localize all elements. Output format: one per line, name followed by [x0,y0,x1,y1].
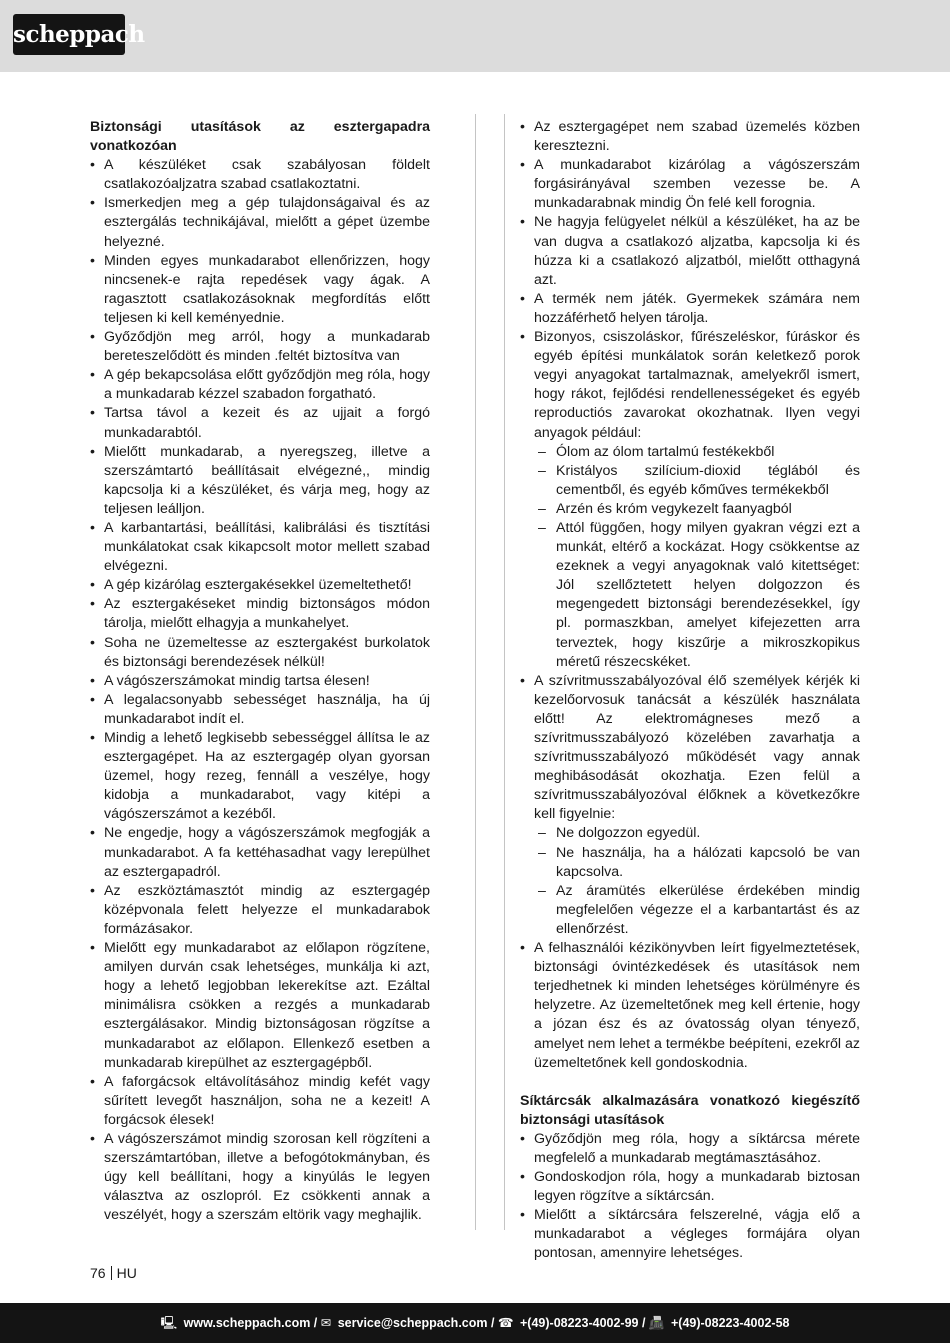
list-item: – Attól függően, hogy milyen gyakran végzi ezt a munkát, eltérő a kockázat. Hogy csökkentse az ezeknek a vegyi anyagoknak való kitettséget: Jól szellőztetett helyen dolgozzon és megengedett biztonsági berendezésekkel, így pl. pormaszkban, amelyet kifejezetten arra terveztek, hogy kiszűrje a mikroszkopikus méretű részecskéket. [538,519,860,670]
footer-email[interactable]: service@scheppach.com / [337,1316,495,1330]
list-item: • Ne hagyja felügyelet nélkül a készüléket, ha az be van dugva a csatlakozó aljzatba, kapcsolja ki és húzza ki a csatlakozó aljzatból, mielőtt otthagyná azt. [520,214,860,288]
footer-website[interactable]: www.scheppach.com / [183,1316,318,1330]
list-item: • A szívritmusszabályozóval élő személyek kérjék ki kezelőorvosuk tanácsát a készülék használata előtt! Az elektromágneses mező a szívritmusszabályozó közelében zavarhatja a szívritmusszabályozó működését vagy annak meghibásodását okozhatja. Ezen felül a szívritmusszabályozóval élőknek a következőkre kell figyelnie: – Ne dolgozzon egyedül. – Ne használja, ha a hálózati kapcsoló be van kapcsolva. – Az áramütés elkerülése érdekében mindig megfelelően végezze el a karbantartást és az ellenőrzést. [520,672,860,939]
list-item: • Mielőtt munkadarab, a nyeregszeg, illetve a szerszámtartó beállításait elvégezné,, mindig kapcsolja ki a készüléket, és várja meg, hogy az teljesen leálljon. [90,443,430,517]
list-item: • A felhasználói kézikönyvben leírt figyelmeztetések, biztonsági óvintézkedések és utasítások nem terjedhetnek ki minden lehetséges körülményre és helyzetre. Az üzemeltetőnek meg kell értenie, hogy a józan ész és az óvatosság olyan tényező, amelyet nem lehet a termékbe beépíteni, ezekről az üzemeltetőnek kell gondoskodnia. [520,940,860,1071]
list-item-text: Arzén és króm vegykezelt faanyagból [556,500,792,517]
list-item-text: A karbantartási, beállítási, kalibrálási és tisztítási munkálatokat csak kikapcsolt motor mellett szabad elvégezni. [104,519,430,575]
section-heading-faceplate: Síktárcsák alkalmazására vonatkozó kiegészítő biztonsági utasítások [520,1092,860,1128]
list-item: • Tartsa távol a kezeit és az ujjait a forgó munkadarabtól. [90,405,430,441]
list-item: • A faforgácsok eltávolításához mindig kefét vagy sűrített levegőt használjon, soha ne a kezeit! A forgácsok élesek! [90,1073,430,1128]
list-item-text: A készüléket csak szabályosan földelt csatlakozóaljzatra szabad csatlakoztatni. [104,157,430,193]
right-column [520,118,860,1264]
faceplate-safety-list [520,1130,860,1264]
list-item-text: A gép kizárólag esztergakésekkel üzemeltethető! [104,577,412,594]
footer-fax: +(49)-08223-4002-58 [670,1316,790,1330]
list-item: • A termék nem játék. Gyermekek számára nem hozzáférhető helyen tárolja. [520,290,860,326]
pacemaker-rules-list [534,824,860,939]
phone-icon: ☎ [497,1316,514,1330]
list-item-text: Ólom az ólom tartalmú festékekből [556,443,775,460]
left-column [90,118,430,1225]
list-item-text: A vágószerszámot mindig szorosan kell rögzíteni a szerszámtartóban, illetve a befogótokmányban, és úgy kell beállítani, hogy a kinyúlás le legyen választva az oszlopról. Ez csökkenti annak a veszélyét, hogy a szerszám eltörik vagy meghajlik. [104,1130,430,1224]
list-item: • A gép kizárólag esztergakésekkel üzemeltethető! [90,577,412,594]
header-bar [0,0,950,72]
list-item: • Minden egyes munkadarabot ellenőrizzen, hogy nincsenek-e rajta repedések vagy ágak. A ragasztott csatlakozásoknak megfordítás előtt teljesen ki kell keményednie. [90,252,430,326]
list-item: – Ne használja, ha a hálózati kapcsoló be van kapcsolva. [538,844,860,880]
final-warning-text: A felhasználói kézikönyvben leírt figyelmeztetések, biztonsági óvintézkedések és utasítások nem terjedhetnek ki minden lehetséges körülményre és helyzetre. Az üzemeltetőnek meg kell értenie, hogy a józan ész és az óvatosság olyan tényező, amelyet nem lehet a termékbe beépíteni, ezekről az üzemeltetőnek kell gondoskodnia. [534,940,860,1071]
list-item-text: A faforgácsok eltávolításához mindig kefét vagy sűrített levegőt használjon, soha ne a kezeit! A forgácsok élesek! [104,1073,430,1128]
list-item: • A vágószerszámot mindig szorosan kell rögzíteni a szerszámtartóban, illetve a befogótokmányban, és úgy kell beállítani, hogy a kinyúlás le legyen választva az oszlopról. Ez csökkenti annak a veszélyét, hogy a szerszám eltörik vagy meghajlik. [90,1130,430,1224]
list-item: – Arzén és króm vegykezelt faanyagból [538,500,792,517]
list-item: • Ismerkedjen meg a gép tulajdonságaival és az esztergálás technikájával, mielőtt a gépet üzembe helyezné. [90,195,430,250]
list-item: • Mindig a lehető legkisebb sebességgel állítsa le az esztergagépet. Ha az esztergagép olyan gyorsan üzemel, hogy rezeg, fennáll a veszélye, hogy kidobja a munkadarabot, vagy kitépi a vágószerszámot a kezéből. [90,730,430,823]
list-item: • Gondoskodjon róla, hogy a munkadarab biztosan legyen rögzítve a síktárcsán. [520,1169,860,1205]
list-item: • Az esztergagépet nem szabad üzemelés közben keresztezni. [520,119,860,155]
list-item: • Győződjön meg arról, hogy a munkadarab bereteszelődött és minden .feltét biztosítva van [90,329,430,365]
list-item-text: Az esztergagépet nem szabad üzemelés közben keresztezni. [534,119,860,155]
list-item-text: Mielőtt a síktárcsára felszerelné, vágja elő a munkadarabot a végleges formájára olyan pontosan, amennyire lehetséges. [534,1207,860,1262]
list-item-text: Az áramütés elkerülése érdekében mindig megfelelően végezze el a karbantartást és az ellenőrzést. [556,882,860,937]
list-item-text: Minden egyes munkadarabot ellenőrizzen, hogy nincsenek-e rajta repedések vagy ágak. A ragasztott csatlakozásoknak megfordítás előtt teljesen ki kell keményednie. [104,252,430,326]
pacemaker-warning-text: A szívritmusszabályozóval élő személyek kérjék ki kezelőorvosuk tanácsát a készülék használata előtt! Az elektromágneses mező a szívritmusszabályozó közelében zavarhatja a szívritmusszabályozó működését vagy annak meghibásodását okozhatja. Ezen felül a szívritmusszabályozóval élőknek a következőkre kell figyelnie: [534,672,860,823]
list-item-text: Mielőtt egy munkadarabot az előlapon rögzítene, amilyen durván csak lehetséges, munkálja ki azt, hogy a lehető legjobban lekerekítse azt. Ezáltal minimálisra csökken a rezgés a munkadarab esztergálásakor. Mindig biztonságosan rögzítse a munkadarabot az előlapon. Ellenkező esetben a munkadarab kirepülhet az esztergagépből. [104,940,430,1071]
list-item-text: Ne dolgozzon egyedül. [556,825,701,842]
list-item-text: Attól függően, hogy milyen gyakran végzi ezt a munkát, eltérő a kockázat. Hogy csökkentse az ezeknek a vegyi anyagoknak való kitettséget: Jól szellőztetett helyen dolgozzon és megengedett biztonsági berendezésekkel, így pl. pormaszkban, amelyet kifejezetten arra terveztek, hogy kiszűrje a mikroszkopikus méretű részecskéket. [556,519,860,670]
list-item-text: A legalacsonyabb sebességet használja, ha új munkadarabot indít el. [104,691,430,727]
list-item: – Kristályos szilícium-dioxid téglából és cementből, és egyéb kőműves termékekből [538,462,860,498]
list-item-text: Ismerkedjen meg a gép tulajdonságaival és az esztergálás technikájával, mielőtt a gépet üzembe helyezné. [104,195,430,250]
list-item: • Az esztergakéseket mindig biztonságos módon tárolja, mielőtt elhagyja a munkahelyet. [90,596,430,632]
fax-icon: 📠 [648,1316,665,1330]
safety-list-continued [520,118,860,328]
list-item: – Ólom az ólom tartalmú festékekből [538,443,775,460]
list-item: • A készüléket csak szabályosan földelt csatlakozóaljzatra szabad csatlakoztatni. [90,157,430,193]
list-item-text: Az esztergakéseket mindig biztonságos módon tárolja, mielőtt elhagyja a munkahelyet. [104,596,430,632]
section-heading-lathe-safety: Biztonsági utasítások az esztergapadra vonatkozóan [90,119,430,155]
list-item: • Mielőtt a síktárcsára felszerelné, vágja elő a munkadarabot a végleges formájára olyan pontosan, amennyire lehetséges. [520,1207,860,1262]
list-item: • Bizonyos, csiszoláskor, fűrészeléskor, fúráskor és egyéb építési munkálatok során keletkező porok vegyi anyagokat tartalmaznak, amelyekről ismert, hogy rákot, fejlődési rendellenességeket és egyéb reproductiós zavarokat okozhatnak. Ilyen vegyi anyagok például: – Ólom az ólom tartalmú festékekből – Kristályos szilícium-dioxid téglából és cementből, és egyéb kőműves termékekből – Arzén és króm vegykezelt faanyagból – Attól függően, hogy milyen gyakran végzi ezt a munkát, eltérő a kockázat. Hogy csökkentse az ezeknek a vegyi anyagoknak való kitettséget: Jól szellőztetett helyen dolgozzon és megengedett biztonsági berendezésekkel, így pl. pormaszkban, amelyet kifejezetten arra terveztek, hogy kiszűrje a mikroszkopikus méretű részecskéket. [520,328,860,672]
list-item-text: Mielőtt munkadarab, a nyeregszeg, illetve a szerszámtartó beállításait elvégezné,, mindig kapcsolja ki a készüléket, és várja meg, hogy az teljesen leálljon. [104,443,430,517]
list-item: • Ne engedje, hogy a vágószerszámok megfogják a munkadarabot. A fa kettéhasadhat vagy lerepülhet az esztergapadról. [90,825,430,880]
list-item-text: Soha ne üzemeltesse az esztergakést burkolatok és biztonsági berendezések nélkül! [104,634,430,670]
list-item-text: Mindig a lehető legkisebb sebességgel állítsa le az esztergagépet. Ha az esztergagép olyan gyorsan üzemel, hogy rezeg, fennáll a veszélye, hogy kidobja a munkadarabot, vagy kitépi a vágószerszámot a kezéből. [104,730,430,823]
list-item-text: Kristályos szilícium-dioxid téglából és cementből, és egyéb kőműves termékekből [556,462,860,498]
column-divider-right [504,114,505,1230]
dust-examples-list [534,443,860,672]
mail-icon: ✉ [320,1316,332,1330]
list-item-text: Ne használja, ha a hálózati kapcsoló be van kapcsolva. [556,844,860,880]
list-item-text: Ne hagyja felügyelet nélkül a készüléket, ha az be van dugva a csatlakozó aljzatba, kapcsolja ki és húzza ki a csatlakozó aljzatból, mielőtt otthagyná azt. [534,214,860,288]
computer-icon: 🖳 [160,1316,178,1330]
list-item: – Az áramütés elkerülése érdekében mindig megfelelően végezze el a karbantartást és az ellenőrzést. [538,882,860,937]
dust-warning-text: Bizonyos, csiszoláskor, fűrészeléskor, fúráskor és egyéb építési munkálatok során keletkező porok vegyi anyagokat tartalmaznak, amelyekről ismert, hogy rákot, fejlődési rendellenességeket és egyéb reproductiós zavarokat okozhatnak. Ilyen vegyi anyagok például: [534,329,860,441]
list-item: • A munkadarabot kizárólag a vágószerszám forgásirányával szemben vezesse be. A munkadarabnak mindig Ön felé kell forognia. [520,157,860,212]
list-item-text: A termék nem játék. Gyermekek számára nem hozzáférhető helyen tárolja. [534,290,860,326]
dust-warning-list [520,328,860,1073]
lathe-safety-list [90,156,430,1225]
list-item: • A legalacsonyabb sebességet használja, ha új munkadarabot indít el. [90,691,430,727]
list-item: • A vágószerszámokat mindig tartsa élesen! [90,672,370,689]
list-item: • A karbantartási, beállítási, kalibrálási és tisztítási munkálatokat csak kikapcsolt motor mellett szabad elvégezni. [90,519,430,575]
footer-phone: +(49)-08223-4002-99 / [520,1316,646,1330]
list-item-text: A vágószerszámokat mindig tartsa élesen! [104,672,370,689]
list-item-text: Tartsa távol a kezeit és az ujjait a forgó munkadarabtól. [104,405,430,441]
list-item: • Az eszköztámasztót mindig az esztergagép középvonala felett helyezze el munkadarabok formázásakor. [90,882,430,937]
list-item-text: A munkadarabot kizárólag a vágószerszám forgásirányával szemben vezesse be. A munkadarabnak mindig Ön felé kell forognia. [534,157,860,212]
list-item-text: Ne engedje, hogy a vágószerszámok megfogják a munkadarabot. A fa kettéhasadhat vagy lerepülhet az esztergapadról. [104,825,430,880]
list-item: • A gép bekapcsolása előtt győződjön meg róla, hogy a munkadarab kézzel szabadon forgatható. [90,367,430,403]
list-item-text: Győződjön meg arról, hogy a munkadarab bereteszelődött és minden .feltét biztosítva van [104,329,430,365]
list-item-text: Győződjön meg róla, hogy a síktárcsa mérete megfelelő a munkadarab megtámasztásához. [534,1130,860,1166]
list-item: • Soha ne üzemeltesse az esztergakést burkolatok és biztonsági berendezések nélkül! [90,634,430,670]
list-item: • Mielőtt egy munkadarabot az előlapon rögzítene, amilyen durván csak lehetséges, munkálja ki azt, hogy a lehető legjobban lekerekítse azt. Ezáltal minimálisra csökken a rezgés a munkadarab esztergálásakor. Mindig biztonságosan rögzítse a munkadarabot az előlapon. Ellenkező esetben a munkadarab kirepülhet az esztergagépből. [90,940,430,1071]
footer-bar [0,1303,950,1343]
brand-logo: scheppach [13,14,125,55]
column-divider-left [475,114,476,1230]
page-number: 76 HU [90,1265,137,1281]
list-item-text: Gondoskodjon róla, hogy a munkadarab biztosan legyen rögzítve a síktárcsán. [534,1169,860,1205]
list-item: • Győződjön meg róla, hogy a síktárcsa mérete megfelelő a munkadarab megtámasztásához. [520,1130,860,1166]
list-item-text: A gép bekapcsolása előtt győződjön meg róla, hogy a munkadarab kézzel szabadon forgatható. [104,367,430,403]
list-item: – Ne dolgozzon egyedül. [538,825,701,842]
list-item-text: Az eszköztámasztót mindig az esztergagép középvonala felett helyezze el munkadarabok formázásakor. [104,882,430,937]
